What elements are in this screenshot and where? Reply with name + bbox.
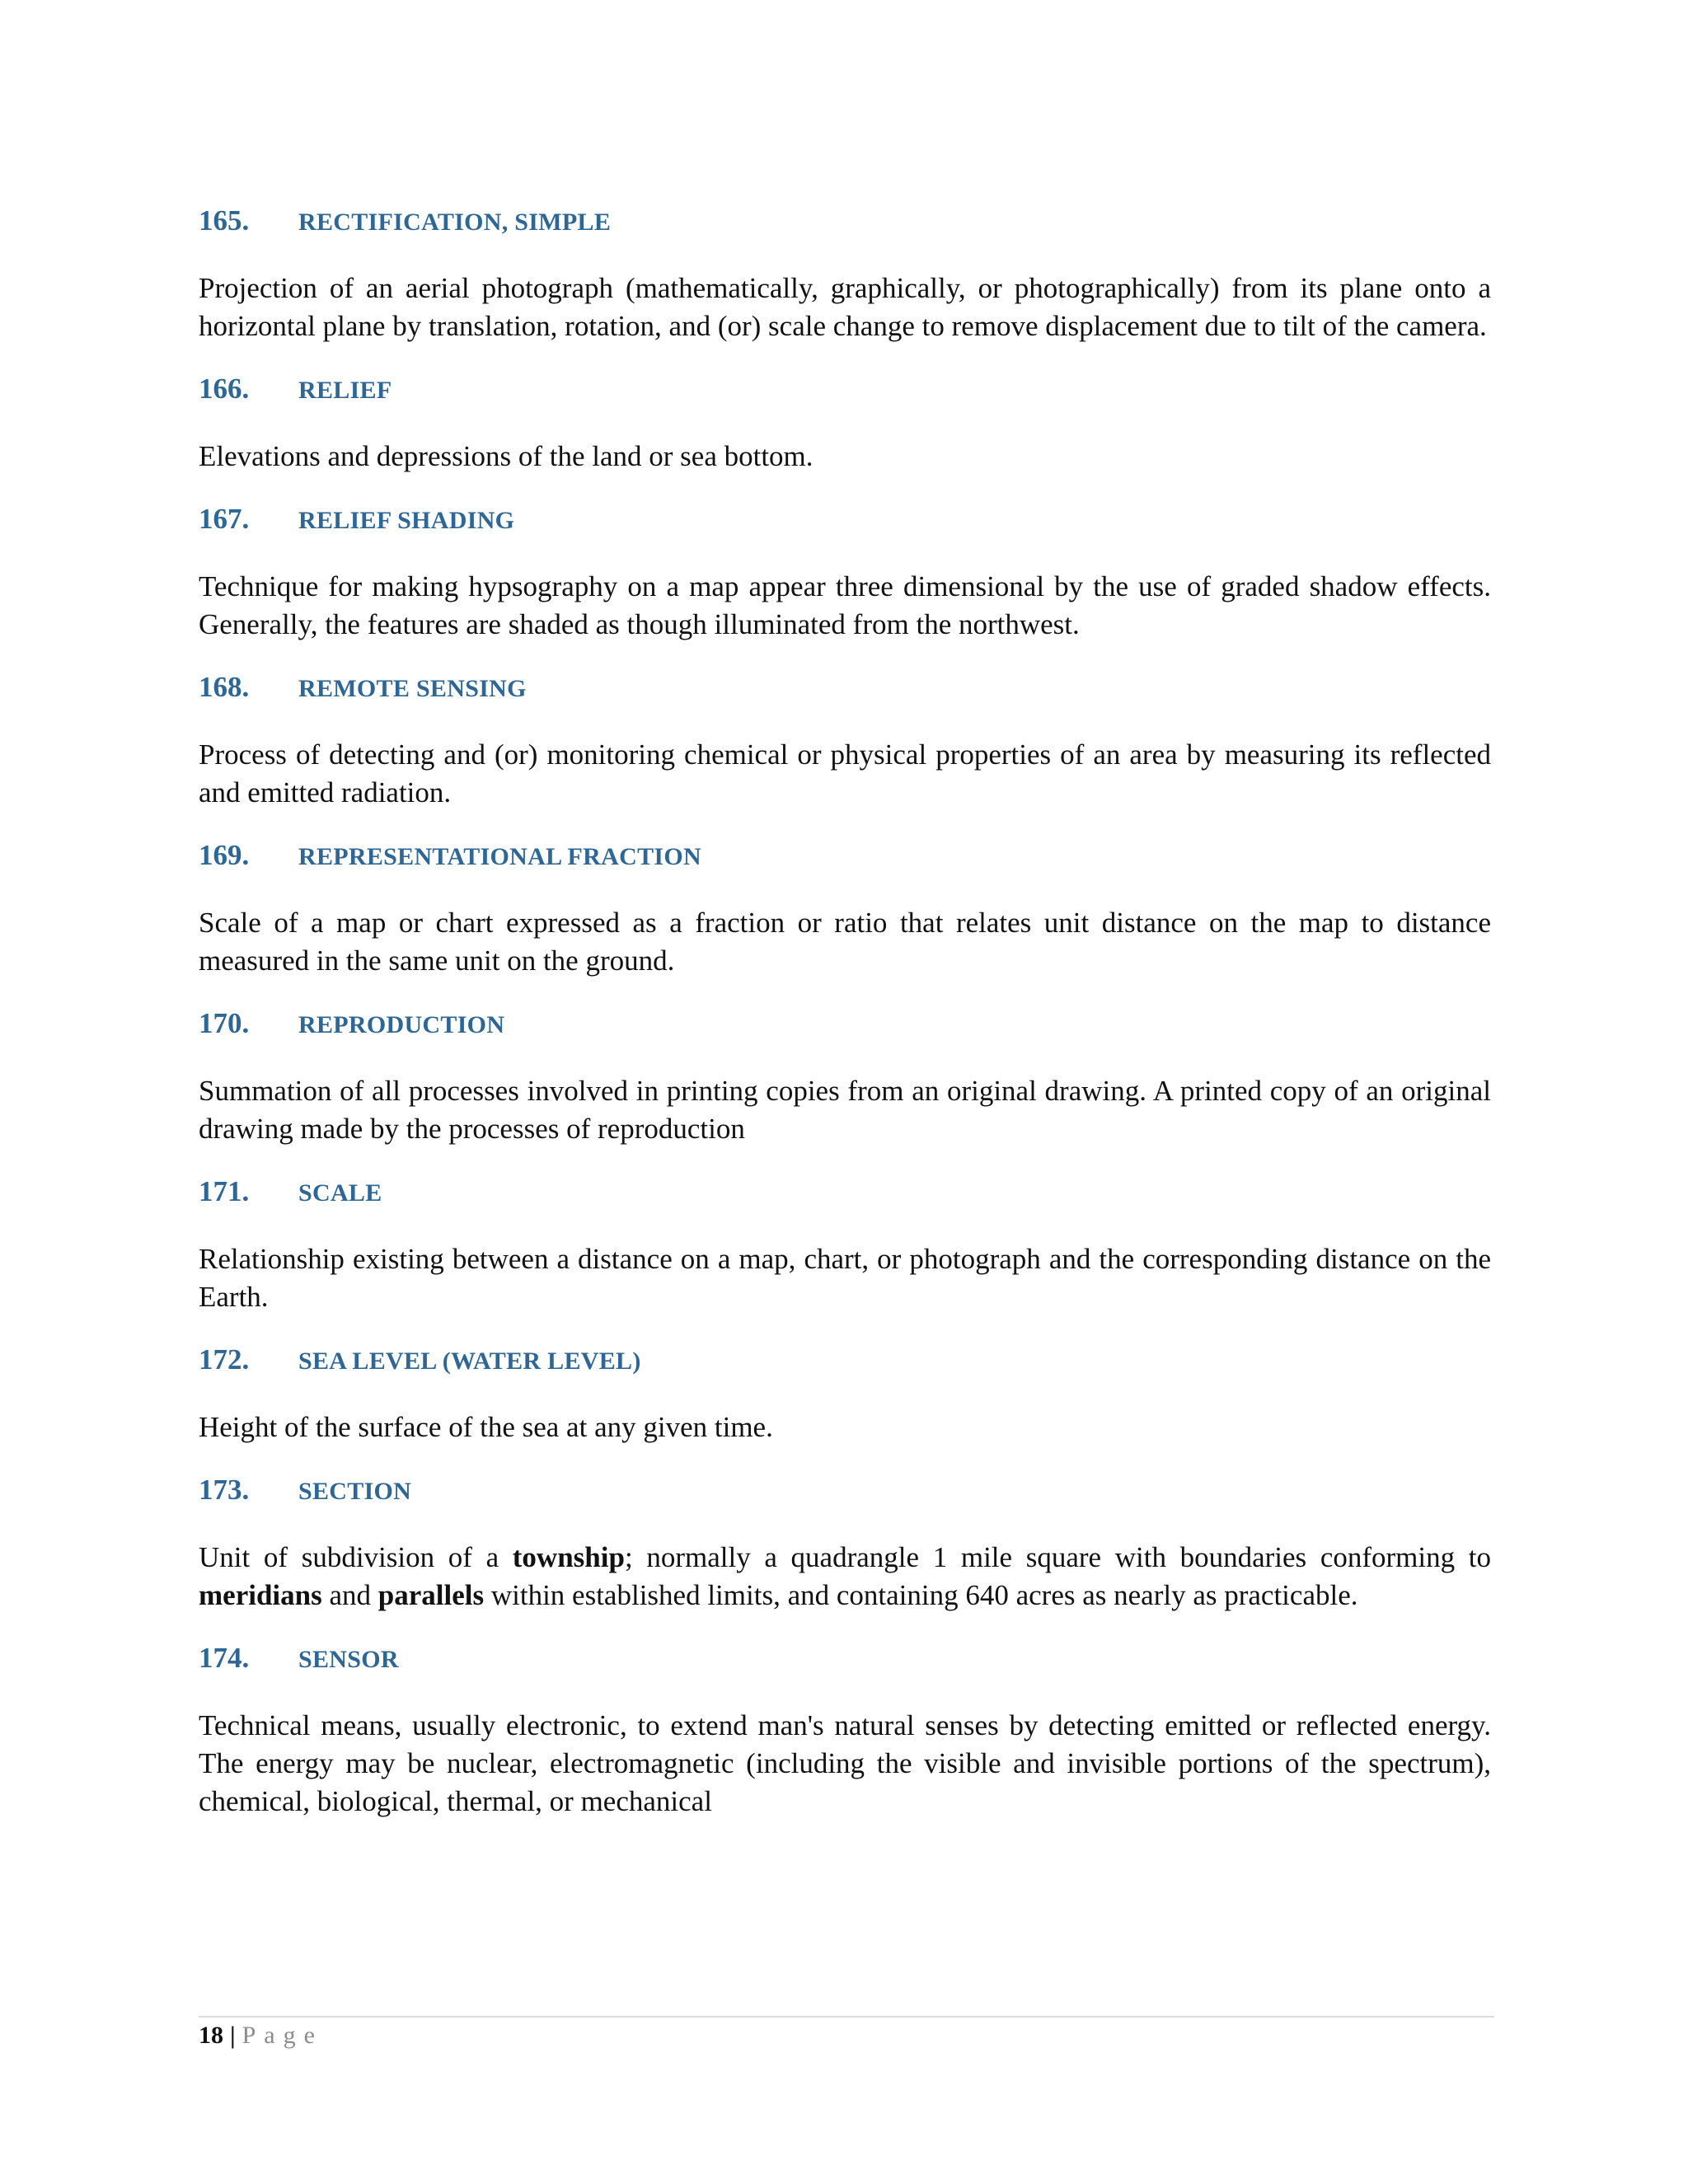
entry-title: RELIEF: [298, 377, 392, 404]
entry-title: REMOTE SENSING: [298, 675, 527, 702]
entry-title: RECTIFICATION, SIMPLE: [298, 209, 612, 236]
entry-heading: [199, 200, 1491, 241]
glossary-entry: [199, 1638, 1491, 1821]
entry-heading: [199, 1339, 1491, 1380]
entry-number: 165.: [199, 204, 250, 237]
definition-text: and: [321, 1579, 378, 1611]
entry-definition: Elevations and depressions of the land or sea bottom.: [199, 440, 814, 472]
entry-definition: Technical means, usually electronic, to extend man's natural senses by detecting emitted or reflected energy. The energy may be nuclear, electromagnetic (including the visible and invisible portions of the spectrum), chemical, biological, thermal, or mechanical: [199, 1709, 1491, 1817]
entry-definition: Process of detecting and (or) monitoring chemical or physical properties of an area by measuring its reflected and emitted radiation.: [199, 738, 1491, 808]
entry-heading: [199, 368, 1491, 410]
entry-heading: [199, 1171, 1491, 1212]
entry-heading: [199, 1638, 1491, 1679]
entry-definition: Scale of a map or chart expressed as a fraction or ratio that relates unit distance on the map to distance measured in the same unit on the ground.: [199, 907, 1491, 977]
term-meridians: meridians: [199, 1579, 322, 1611]
glossary-content: [199, 200, 1491, 1844]
entry-number: 174.: [199, 1642, 250, 1674]
glossary-entry: [199, 200, 1491, 345]
entry-heading: [199, 499, 1491, 540]
glossary-entry: [199, 1171, 1491, 1316]
glossary-entry: [199, 1469, 1491, 1615]
footer-separator: |: [230, 2022, 236, 2049]
glossary-entry: [199, 835, 1491, 980]
entry-number: 170.: [199, 1007, 250, 1039]
footer-divider: [199, 2016, 1494, 2018]
page-number: 18: [199, 2022, 223, 2049]
entry-definition: Relationship existing between a distance on a map, chart, or photograph and the corresponding distance on the Earth.: [199, 1243, 1491, 1313]
entry-number: 166.: [199, 373, 250, 405]
entry-title: REPRESENTATIONAL FRACTION: [298, 843, 701, 870]
entry-heading: [199, 1003, 1491, 1044]
entry-title: SCALE: [298, 1179, 382, 1207]
definition-text: within established limits, and containing 640 acres as nearly as practicable.: [484, 1579, 1358, 1611]
entry-heading: [199, 667, 1491, 708]
entry-definition: [199, 1539, 1491, 1615]
glossary-entry: [199, 368, 1491, 476]
entry-number: 168.: [199, 671, 250, 703]
glossary-entry: [199, 1339, 1491, 1446]
entry-number: 173.: [199, 1474, 250, 1506]
glossary-entry: [199, 1003, 1491, 1148]
term-township: township: [512, 1541, 625, 1573]
glossary-entry: [199, 667, 1491, 812]
entry-definition: Summation of all processes involved in printing copies from an original drawing. A printed copy of an original drawing made by the processes of reproduction: [199, 1075, 1491, 1145]
entry-definition: Height of the surface of the sea at any given time.: [199, 1411, 773, 1443]
entry-title: RELIEF SHADING: [298, 507, 515, 534]
entry-number: 167.: [199, 503, 250, 535]
entry-definition: Technique for making hypsography on a map appear three dimensional by the use of graded shadow effects. Generally, the features are shaded as though illuminated from the northwest.: [199, 570, 1491, 640]
glossary-entry: [199, 499, 1491, 644]
entry-title: REPRODUCTION: [298, 1011, 505, 1038]
definition-text: ; normally a quadrangle 1 mile square with boundaries conforming to: [624, 1541, 1492, 1573]
entry-title: SECTION: [298, 1478, 412, 1505]
page-label: Page: [241, 2022, 323, 2049]
entry-title: SEA LEVEL (WATER LEVEL): [298, 1347, 641, 1375]
entry-number: 169.: [199, 839, 250, 871]
entry-title: SENSOR: [298, 1646, 399, 1673]
entry-heading: [199, 1469, 1491, 1511]
page-footer: [199, 2019, 323, 2052]
entry-heading: [199, 835, 1491, 876]
entry-number: 172.: [199, 1343, 250, 1376]
entry-number: 171.: [199, 1175, 250, 1207]
definition-text: Unit of subdivision of a: [199, 1541, 513, 1573]
entry-definition: Projection of an aerial photograph (mathematically, graphically, or photographically) from its plane onto a horizontal plane by translation, rotation, and (or) scale change to remove displacement due to tilt of the camera.: [199, 272, 1491, 342]
term-parallels: parallels: [377, 1579, 485, 1611]
